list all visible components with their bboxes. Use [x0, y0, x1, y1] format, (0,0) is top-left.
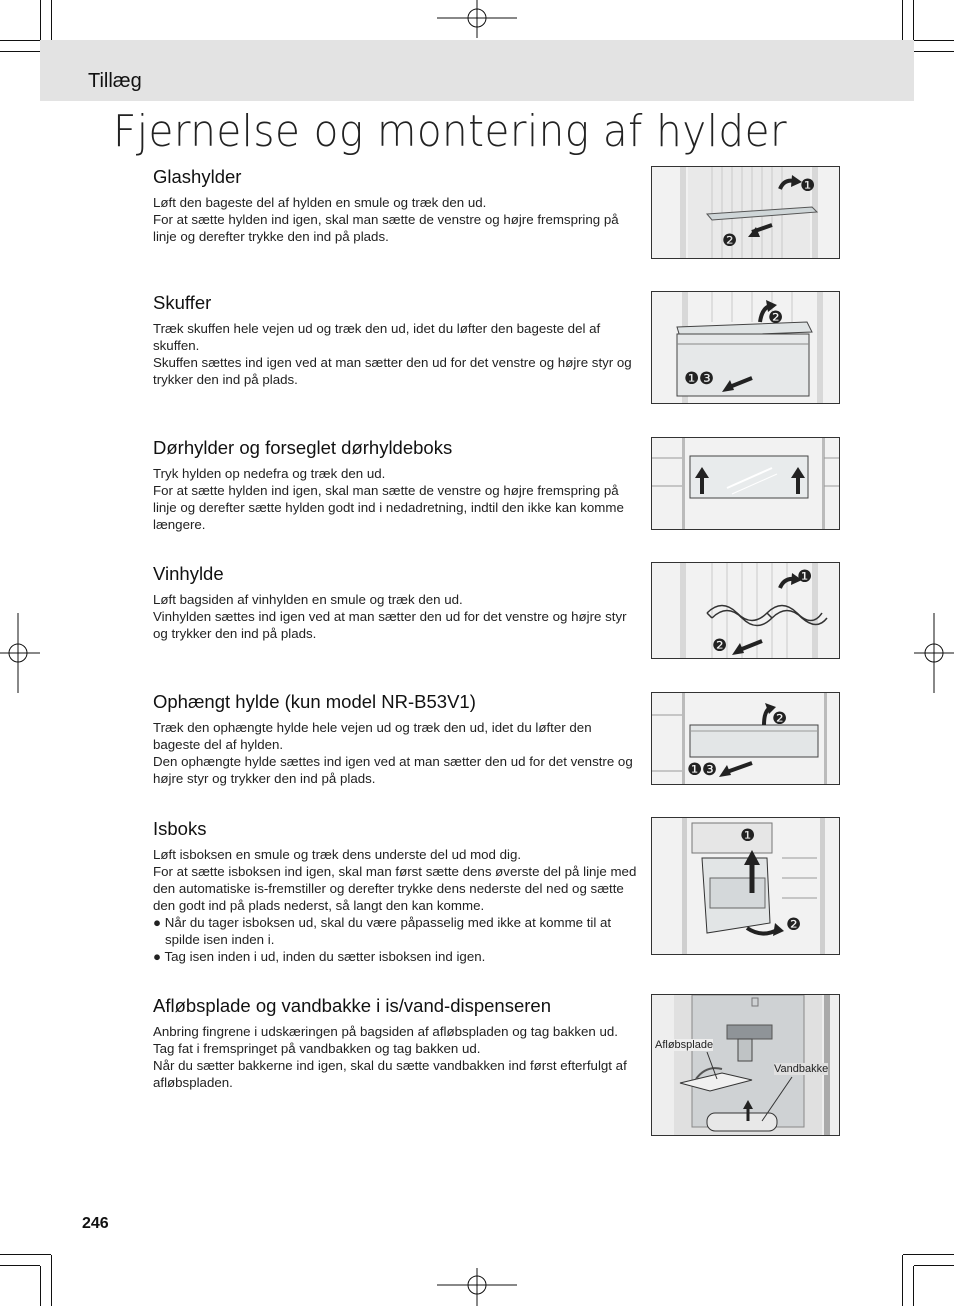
section-dispenser-trays: [153, 995, 637, 1091]
crop-mark: [40, 1266, 41, 1306]
step-marker: ❷: [712, 636, 728, 655]
crop-mark: [0, 40, 40, 41]
bullet-item: ● Når du tager isboksen ud, skal du være påpasselig med ikke at komme til at spilde isen inden i.: [153, 915, 612, 947]
section-wine-rack: [153, 563, 637, 642]
registration-mark-top: [437, 0, 517, 40]
step-marker: ❸: [699, 369, 715, 388]
section-text: Tryk hylden op nedefra og træk den ud.: [153, 466, 386, 481]
crop-mark: [914, 40, 954, 41]
section-text: Træk den ophængte hylde hele vejen ud og træk den ud, idet du løfter den bageste del af hylden.: [153, 720, 592, 752]
section-text: For at sætte isboksen ind igen, skal man først sætte dens øverste del på linje med den automatiske is-fremstiller og derefter trykke dens nederste del ned og sætte den godt ind på plads nederst, så langt den kan komme.: [153, 864, 637, 913]
section-text: Når du sætter bakkerne ind igen, skal du sætte vandbakken ind først efterfulgt af afløbspladen.: [153, 1058, 627, 1090]
step-marker: ❸: [702, 760, 718, 779]
section-heading: Vinhylde: [153, 563, 224, 584]
section-text: For at sætte hylden ind igen, skal man sætte de venstre og højre fremspring på linje og derefter sætte hylden godt ind i nedadretning, indtil den ikke kan komme længere.: [153, 483, 624, 532]
section-text: Løft isboksen en smule og træk dens underste del ud mod dig.: [153, 847, 522, 862]
crop-mark: [903, 1254, 954, 1255]
section-hanging-shelf: [153, 691, 637, 787]
section-glass-shelves: [153, 166, 637, 245]
crop-mark: [51, 1255, 52, 1306]
crop-mark: [0, 1265, 40, 1266]
section-heading: Glashylder: [153, 166, 242, 187]
crop-mark: [40, 0, 41, 40]
section-heading: Dørhylder og forseglet dørhyldeboks: [153, 437, 453, 458]
step-marker: ❶: [687, 760, 703, 779]
page-number: 246: [82, 1215, 109, 1232]
step-marker: ❶: [797, 567, 813, 586]
step-marker: ❶: [800, 176, 816, 195]
page-title: Fjernelse og montering af hylder: [113, 106, 788, 157]
section-heading: Afløbsplade og vandbakke i is/vand-dispenseren: [153, 995, 551, 1016]
crop-mark: [902, 1255, 903, 1306]
section-text: Vinhylden sættes ind igen ved at man sætter den ud for det venstre og højre styr og trykker den ind på plads.: [153, 609, 627, 641]
drawer-illustration: [651, 291, 840, 404]
section-ice-box: [153, 818, 637, 965]
hanging-shelf-illustration: [651, 692, 840, 785]
step-marker: ❷: [772, 709, 788, 728]
step-marker: ❶: [740, 826, 756, 845]
crop-mark: [0, 1254, 51, 1255]
door-shelf-illustration: [651, 437, 840, 530]
step-marker: ❷: [768, 308, 784, 327]
section-text: Skuffen sættes ind igen ved at man sætter den ud for det venstre og højre styr og trykker den ind på plads.: [153, 355, 632, 387]
section-text: Træk skuffen hele vejen ud og træk den ud, idet du løfter den bageste del af skuffen.: [153, 321, 601, 353]
crop-mark: [913, 1266, 914, 1306]
registration-mark-left: [0, 613, 40, 693]
header-band: [40, 40, 914, 101]
drain-plate-label: Afløbsplade: [655, 1039, 714, 1051]
step-marker: ❷: [722, 231, 738, 250]
section-text: For at sætte hylden ind igen, skal man sætte de venstre og højre fremspring på linje og derefter trykke den ind på plads.: [153, 212, 619, 244]
water-tray-label: Vandbakke: [774, 1063, 829, 1075]
section-door-shelves: [153, 437, 637, 533]
registration-mark-right: [914, 613, 954, 693]
registration-mark-bottom: [437, 1266, 517, 1306]
section-heading: Ophængt hylde (kun model NR-B53V1): [153, 691, 476, 712]
step-marker: ❷: [786, 915, 802, 934]
section-text: Løft bagsiden af vinhylden en smule og træk den ud.: [153, 592, 463, 607]
section-text: Løft den bageste del af hylden en smule og træk den ud.: [153, 195, 487, 210]
section-drawers: [153, 292, 637, 388]
section-heading: Isboks: [153, 818, 207, 839]
section-text: Den ophængte hylde sættes ind igen ved at man sætter den ud for det venstre og højre styr og trykker den ind på plads.: [153, 754, 633, 786]
step-marker: ❶: [684, 369, 700, 388]
section-text: Tag fat i fremspringet på vandbakken og tag bakken ud.: [153, 1041, 481, 1056]
crop-mark: [913, 0, 914, 40]
crop-mark: [914, 1265, 954, 1266]
section-text: Anbring fingrene i udskæringen på bagsiden af afløbspladen og tag bakken ud.: [153, 1024, 618, 1039]
section-heading: Skuffer: [153, 292, 212, 313]
bullet-item: ● Tag isen inden i ud, inden du sætter isboksen ind igen.: [153, 949, 486, 964]
header-label: Tillæg: [88, 70, 142, 92]
